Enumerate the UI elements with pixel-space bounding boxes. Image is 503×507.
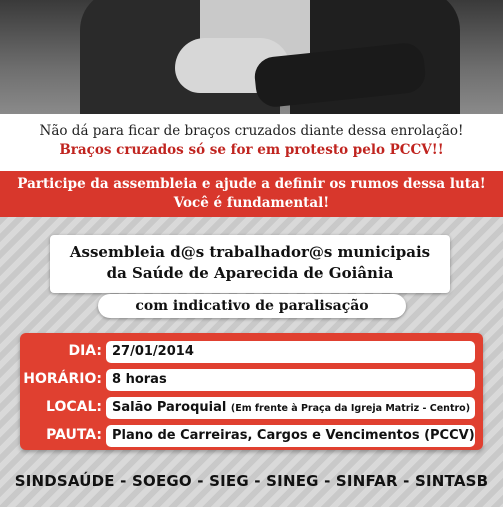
- strike-indication: com indicativo de paralisação: [98, 294, 406, 318]
- horario-value: 8 horas: [106, 369, 475, 391]
- crossed-arms-photo: [0, 0, 503, 114]
- dia-label: DIA:: [68, 343, 102, 359]
- horario-label: HORÁRIO:: [23, 371, 102, 387]
- title-line-2: da Saúde de Aparecida de Goiânia: [106, 264, 394, 282]
- pauta-label: PAUTA:: [46, 427, 102, 443]
- detail-row-pauta: [20, 423, 483, 447]
- detail-row-horario: [20, 367, 483, 391]
- call-to-action-banner: [0, 171, 503, 217]
- message-line-2: Braços cruzados só se for em protesto pelo PCCV!!: [59, 142, 444, 158]
- detail-row-local: [20, 395, 483, 419]
- title-line-1: Assembleia d@s trabalhador@s municipais: [69, 243, 431, 261]
- call-line-2: Você é fundamental!: [173, 195, 330, 211]
- local-value-box: [106, 397, 475, 419]
- detail-row-dia: [20, 339, 483, 363]
- event-details-box: [20, 333, 483, 450]
- assembly-title: [50, 235, 450, 293]
- local-label: LOCAL:: [46, 399, 102, 415]
- message-line-1: Não dá para ficar de braços cruzados diante dessa enrolação!: [39, 123, 464, 139]
- call-line-1: Participe da assembleia e ajude a definir os rumos dessa luta!: [17, 176, 486, 192]
- local-value: Salão Paroquial: [112, 400, 227, 415]
- protest-message: [0, 114, 503, 169]
- dia-value: 27/01/2014: [106, 341, 475, 363]
- local-note: (Em frente à Praça da Igreja Matriz - Centro): [230, 403, 471, 414]
- pauta-value: Plano de Carreiras, Cargos e Vencimentos (PCCV): [106, 425, 475, 447]
- union-list: SINDSAÚDE - SOEGO - SIEG - SINEG - SINFAR - SINTASB: [14, 472, 489, 490]
